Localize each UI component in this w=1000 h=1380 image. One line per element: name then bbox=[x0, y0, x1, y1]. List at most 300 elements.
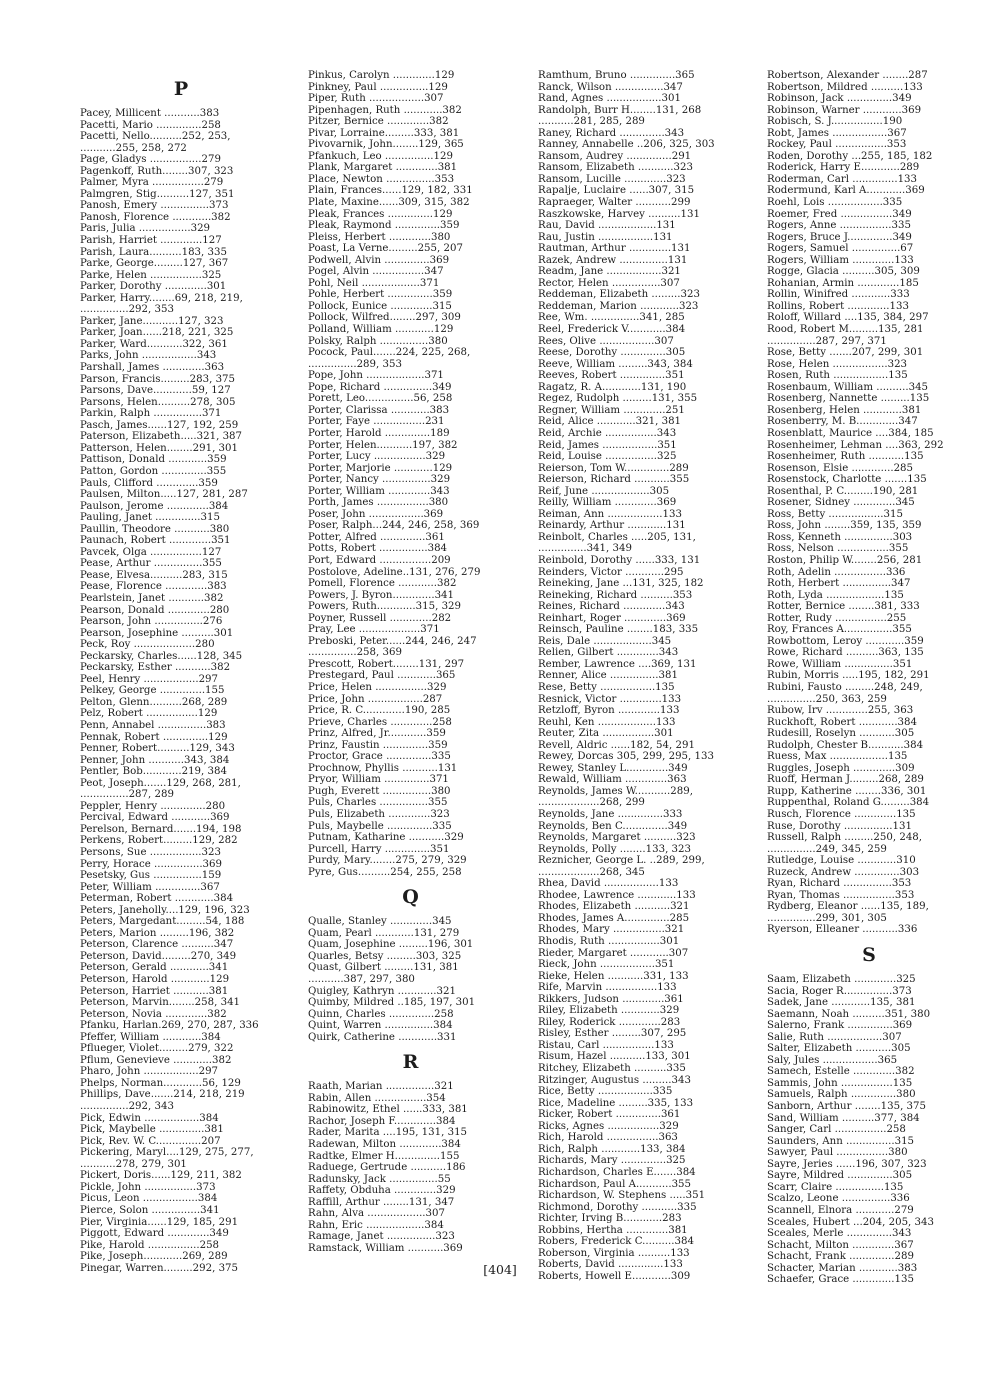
index-entry: Pleak, Frances ..............129 bbox=[308, 208, 453, 220]
index-entry: Reinardy, Arthur ............131 bbox=[538, 520, 686, 532]
index-entry: Regner, William .............251 bbox=[538, 404, 685, 416]
index-entry: Ryerson, Elleaner ...........336 bbox=[767, 924, 918, 936]
index-entry: Penner, Robert..........129, 343 bbox=[80, 743, 235, 755]
index-entry: Sceales, Merle ..............343 bbox=[767, 1228, 912, 1240]
index-entry: Peter, William ..............367 bbox=[80, 881, 220, 893]
index-entry: Rabinowitz, Ethel ......333, 381 bbox=[308, 1104, 468, 1116]
index-entry: Poser, Ralph...244, 246, 258, 369 bbox=[308, 520, 480, 532]
index-entry: Ransom, Elizabeth ...........323 bbox=[538, 162, 693, 174]
index-entry: Peters, Marion .........196, 382 bbox=[80, 927, 235, 939]
index-entry: Reynolds, Margaret ..........323 bbox=[538, 832, 696, 844]
index-entry: Razek, Andrew ...............131 bbox=[538, 254, 688, 266]
index-entry: Paulson, Jerome .............384 bbox=[80, 500, 229, 512]
index-entry: Persons, Sue ................323 bbox=[80, 847, 221, 858]
index-entry: Postolove, Adeline..131, 276, 279 bbox=[308, 566, 481, 578]
index-entry: Salter, Elizabeth ...........305 bbox=[767, 1043, 911, 1055]
index-entry: Reynolds, James W...........289, bbox=[538, 785, 693, 797]
index-entry: Reynolds, Polly ........133, 323 bbox=[538, 843, 691, 855]
index-entry: Porett, Leo...............56, 258 bbox=[308, 393, 453, 405]
index-entry: Risley, Esther .........307, 295 bbox=[538, 1028, 687, 1040]
index-entry: Porth, James ................380 bbox=[308, 497, 449, 509]
index-entry: Pick, Maybelle ..............381 bbox=[80, 1124, 224, 1136]
index-entry: ...................268, 345 bbox=[538, 866, 645, 878]
index-entry: Rahn, Eric ..................384 bbox=[308, 1219, 444, 1231]
index-entry: Ristau, Carl ................133 bbox=[538, 1039, 674, 1051]
index-entry: Parke, Helen ................325 bbox=[80, 269, 222, 281]
index-entry: Rupp, Katherine ........336, 301 bbox=[767, 785, 927, 797]
index-entry: Rosenberg, Nannette .........135 bbox=[767, 393, 930, 405]
index-entry: Robisch, S. J................190 bbox=[767, 116, 903, 128]
index-entry: Reuhl, Ken ..................133 bbox=[538, 716, 676, 728]
index-entry: Rahn, Alva ..................307 bbox=[308, 1208, 445, 1220]
index-entry: Porter, William .............343 bbox=[308, 485, 450, 497]
index-entry: Reierson, Richard ...........355 bbox=[538, 474, 690, 486]
index-entry: Rieder, Margaret ............307 bbox=[538, 947, 689, 959]
index-entry: Peters, Margedant.........54, 188 bbox=[80, 916, 245, 928]
index-entry: Rubini, Fausto .........248, 249, bbox=[767, 681, 923, 693]
index-entry: Rees, Olive .................307 bbox=[538, 335, 674, 347]
index-entry: Sayre, Jeries ......196, 307, 323 bbox=[767, 1158, 927, 1170]
index-entry: Rogers, Samuel ...............67 bbox=[767, 243, 914, 255]
index-entry: Preboski, Peter......244, 246, 247 bbox=[308, 635, 477, 647]
index-entry: Scalzo, Leone ...............336 bbox=[767, 1193, 910, 1205]
index-entry: Pacetti, Mario ..............258 bbox=[80, 119, 221, 131]
index-entry: ...............249, 345, 259 bbox=[767, 843, 887, 855]
index-entry: Randolph, Burr H........131, 268 bbox=[538, 104, 702, 116]
index-entry: Pentler, Bob............219, 384 bbox=[80, 766, 227, 778]
index-entry: Pinkney, Paul ...............129 bbox=[308, 81, 448, 93]
index-entry: Pharo, John .................297 bbox=[80, 1066, 219, 1078]
index-entry: Rikkers, Judson .............361 bbox=[538, 993, 684, 1005]
index-entry: Pier, Virginia......129, 185, 291 bbox=[80, 1216, 239, 1228]
index-entry: Raffety, Obduha .............329 bbox=[308, 1185, 456, 1197]
index-entry: Pitzer, Bernice .............382 bbox=[308, 116, 449, 128]
index-entry: Rapraeger, Walter ...........299 bbox=[538, 197, 691, 209]
index-entry: Peterson, Harold ............129 bbox=[80, 974, 230, 986]
index-entry: Perkens, Robert.........129, 282 bbox=[80, 835, 238, 847]
index-entry: Pfanku, Harlan.269, 270, 287, 336 bbox=[80, 1020, 259, 1032]
index-entry: Ramage, Janet ...............323 bbox=[308, 1231, 455, 1243]
index-entry: Reuter, Zita ................301 bbox=[538, 728, 674, 740]
index-entry: Scannell, Elnora ............279 bbox=[767, 1204, 914, 1216]
index-entry: Ramstack, William ...........369 bbox=[308, 1242, 463, 1254]
index-entry: Phelps, Norman............56, 129 bbox=[80, 1077, 241, 1089]
index-entry: Podwell, Alvin ..............369 bbox=[308, 254, 450, 266]
index-entry: Pinkus, Carolyn .............129 bbox=[308, 70, 455, 81]
index-entry: Reid, Alice ............321, 381 bbox=[538, 416, 682, 428]
index-entry: Peterson, Novia .............382 bbox=[80, 1008, 227, 1020]
index-entry: Peppler, Henry ..............280 bbox=[80, 800, 226, 812]
index-entry: Pauling, Janet ..............315 bbox=[80, 512, 220, 524]
index-entry: Peters, Janeholly....129, 196, 323 bbox=[80, 904, 250, 916]
index-entry: Prinz, Faustin ..............359 bbox=[308, 739, 448, 751]
index-entry: Rotter, Rudy ................255 bbox=[767, 612, 907, 624]
index-entry: Rowe, William ...............351 bbox=[767, 658, 913, 670]
index-column-4 bbox=[767, 70, 971, 1286]
index-entry: Peel, Henry .................297 bbox=[80, 673, 219, 685]
index-entry: Rose, Helen .................323 bbox=[767, 358, 908, 370]
index-entry: Ross, Kenneth ...............303 bbox=[767, 531, 913, 543]
index-entry: Quinn, Charles ..............258 bbox=[308, 1008, 454, 1020]
index-entry: Roth, Herbert ...............347 bbox=[767, 578, 911, 590]
index-entry: Plain, Frances......129, 182, 331 bbox=[308, 185, 473, 197]
index-entry: Quam, Pearl ............131, 279 bbox=[308, 927, 460, 939]
index-entry: Raney, Richard ..............343 bbox=[538, 127, 685, 139]
index-entry: Pinegar, Warren.........292, 375 bbox=[80, 1262, 239, 1274]
index-entry: ...........255, 258, 272 bbox=[80, 142, 187, 154]
index-entry: Rice, Betty .................335 bbox=[538, 1086, 673, 1098]
index-entry: Piper, Ruth .................307 bbox=[308, 93, 444, 105]
index-entry: Roemer, Fred ................349 bbox=[767, 208, 912, 220]
index-entry: ...........387, 297, 380 bbox=[308, 974, 415, 986]
index-entry: Richardson, Charles E.......384 bbox=[538, 1166, 696, 1178]
index-entry: Ritchey, Elizabeth ..........335 bbox=[538, 1063, 686, 1075]
index-entry: Revell, Aldric ......182, 54, 291 bbox=[538, 739, 695, 751]
index-entry: Rogers, William .............133 bbox=[767, 254, 914, 266]
index-entry: Rotter, Bernice ........381, 333 bbox=[767, 601, 920, 613]
index-entry: Rowe, Richard ..........363, 135 bbox=[767, 647, 924, 659]
index-entry: Pearlstein, Janet ...........382 bbox=[80, 592, 224, 604]
index-column-1 bbox=[80, 70, 282, 1274]
index-entry: Parke, George.........127, 367 bbox=[80, 258, 229, 270]
index-entry: Rutledge, Louise ............310 bbox=[767, 855, 916, 867]
index-entry: ...............289, 353 bbox=[308, 358, 402, 370]
index-entry: Page, Gladys ................279 bbox=[80, 154, 221, 166]
page-number: [404] bbox=[483, 1262, 517, 1277]
index-entry: Reinhart, Roger .............369 bbox=[538, 612, 686, 624]
index-entry: Pease, Florence .............383 bbox=[80, 581, 227, 593]
index-entry: Peterson, Marvin........258, 341 bbox=[80, 997, 241, 1009]
index-entry: Rice, Madeline .........335, 133 bbox=[538, 1097, 694, 1109]
index-entry: Port, Edward ................209 bbox=[308, 554, 451, 566]
index-entry: Rhodes, Mary ................321 bbox=[538, 924, 685, 936]
index-entry: Parker, Joan......218, 221, 325 bbox=[80, 327, 234, 339]
index-entry: Reid, Louise ................325 bbox=[538, 451, 677, 463]
index-entry: Panosh, Florence ............382 bbox=[80, 211, 231, 223]
index-entry: Picus, Leon .................384 bbox=[80, 1193, 218, 1205]
index-entry: Parson, Francis.........283, 375 bbox=[80, 373, 236, 385]
index-entry: Reddeman, Marion ............323 bbox=[538, 300, 699, 312]
index-entry: Richards, Mary ..............325 bbox=[538, 1155, 686, 1167]
index-entry: Roloff, Willard ....135, 384, 297 bbox=[767, 312, 929, 324]
index-entry: Ross, Nelson ................355 bbox=[767, 543, 909, 555]
index-entry: Pauls, Clifford .............359 bbox=[80, 477, 218, 489]
index-entry: Rogers, Bruce J..............349 bbox=[767, 231, 912, 243]
index-entry: Rewald, William .............363 bbox=[538, 774, 687, 786]
index-entry: Roston, Philip W........256, 281 bbox=[767, 554, 923, 566]
index-entry: Rapalje, Luclaire ......307, 315 bbox=[538, 185, 695, 197]
index-entry: Pavcek, Olga ................127 bbox=[80, 546, 222, 558]
index-entry: Pollock, Wilfred........297, 309 bbox=[308, 312, 461, 324]
index-entry: Rogers, Anne ................335 bbox=[767, 220, 911, 232]
index-entry: Patton, Gordon ..............355 bbox=[80, 465, 227, 477]
index-entry: Rader, Marita ....195, 131, 315 bbox=[308, 1127, 468, 1139]
index-entry: Peterson, Clarence ..........347 bbox=[80, 939, 234, 951]
index-entry: Richmond, Dorothy ...........335 bbox=[538, 1201, 697, 1213]
section-heading: R bbox=[402, 1051, 419, 1074]
index-entry: Scarr, Claire ...............135 bbox=[767, 1181, 904, 1193]
index-entry: Prochnow, Phyllis ...........131 bbox=[308, 762, 458, 774]
index-entry: Richardson, W. Stephens .....351 bbox=[538, 1190, 706, 1202]
index-entry: Parshall, James .............363 bbox=[80, 362, 225, 374]
index-entry: Rosenberg, Helen ............381 bbox=[767, 404, 922, 416]
index-entry: Purdy, Mary........275, 279, 329 bbox=[308, 855, 467, 867]
index-entry: Rosenson, Elsie .............285 bbox=[767, 462, 914, 474]
index-entry: Puls, Maybelle ..............335 bbox=[308, 820, 452, 832]
index-entry: Roberts, Howell E............309 bbox=[538, 1270, 691, 1282]
index-entry: Regez, Rudolph .........131, 355 bbox=[538, 393, 698, 405]
index-entry: Pfankuch, Leo ...............129 bbox=[308, 150, 453, 162]
index-entry: Rau, Justin .................131 bbox=[538, 231, 673, 243]
index-entry: Roderman, Carl ..............133 bbox=[767, 173, 918, 185]
index-entry: Pacetti, Nello..........252, 253, bbox=[80, 131, 231, 143]
index-entry: Porter, Faye ................231 bbox=[308, 416, 445, 428]
index-entry: Plank, Margaret .............381 bbox=[308, 162, 458, 174]
index-entry: Ryan, Thomas ................353 bbox=[767, 889, 915, 901]
index-entry: Riley, Roderick .............283 bbox=[538, 1016, 681, 1028]
index-entry: Reierson, Tom W..............289 bbox=[538, 462, 689, 474]
index-entry: Pivovarnik, John........129, 365 bbox=[308, 139, 464, 151]
index-entry: Paulsen, Milton.....127, 281, 287 bbox=[80, 489, 248, 501]
index-entry: Ruckhoft, Robert ............384 bbox=[767, 716, 918, 728]
index-entry: Ruess, Max ..................135 bbox=[767, 751, 908, 763]
index-entry: Rudolph, Chester B...........384 bbox=[767, 739, 924, 751]
index-entry: ...........278, 279, 301 bbox=[80, 1158, 187, 1170]
index-entry: Pomell, Florence ............382 bbox=[308, 578, 457, 590]
index-entry: Pope, John ..................371 bbox=[308, 370, 444, 382]
index-entry: Palmer, Myra ................279 bbox=[80, 177, 224, 189]
index-entry: Pipenhagen, Ruth ............382 bbox=[308, 104, 462, 116]
index-entry: Ryan, Richard ...............353 bbox=[767, 878, 912, 890]
index-entry: Ross, John ........359, 135, 359 bbox=[767, 520, 922, 532]
index-entry: Pelz, Robert ................129 bbox=[80, 708, 218, 720]
index-entry: Reinsch, Pauline ........183, 335 bbox=[538, 624, 699, 636]
index-entry: Perelson, Bernard.......194, 198 bbox=[80, 823, 242, 835]
index-entry: Rhea, David .................133 bbox=[538, 878, 679, 890]
index-entry: Rodermund, Karl A............369 bbox=[767, 185, 925, 197]
index-entry: ...............292, 343 bbox=[80, 1101, 174, 1113]
index-entry: Powers, Ruth............315, 329 bbox=[308, 601, 462, 613]
index-entry: Rockey, Paul ................353 bbox=[767, 139, 907, 151]
index-entry: Quast, Gilbert .........131, 381 bbox=[308, 962, 459, 974]
index-entry: Reineking, Jane ...131, 325, 182 bbox=[538, 578, 704, 590]
index-entry: Reineking, Richard ..........353 bbox=[538, 589, 693, 601]
index-entry: Rautman, Arthur .............131 bbox=[538, 243, 691, 255]
index-entry: Reddeman, Elizabeth .........323 bbox=[538, 289, 700, 301]
index-entry: ...............250, 363, 259 bbox=[767, 693, 887, 705]
index-entry: Parker, Jane...........127, 323 bbox=[80, 315, 224, 327]
index-entry: Sanborn, Arthur ........135, 375 bbox=[767, 1101, 927, 1113]
index-entry: Percival, Edward ............369 bbox=[80, 812, 230, 824]
index-entry: Richardson, Paul A...........355 bbox=[538, 1178, 692, 1190]
index-entry: Pagenkoff, Ruth........307, 323 bbox=[80, 165, 234, 177]
index-entry: Porter, Helen...........197, 382 bbox=[308, 439, 458, 451]
section-heading: Q bbox=[402, 886, 419, 909]
index-entry: Rember, Lawrence ....369, 131 bbox=[538, 658, 697, 670]
index-entry: Reeve, William .........343, 384 bbox=[538, 358, 693, 370]
index-entry: Rood, Robert M.........135, 281 bbox=[767, 324, 924, 336]
index-entry: Saunders, Ann ...............315 bbox=[767, 1135, 915, 1147]
index-entry: Pleak, Raymond ..............359 bbox=[308, 220, 460, 232]
index-entry: Russell, Ralph .........250, 248, bbox=[767, 832, 923, 844]
index-entry: Price, Helen ................329 bbox=[308, 681, 447, 693]
index-entry: Samech, Estelle .............382 bbox=[767, 1066, 915, 1078]
index-entry: Salie, Ruth .................307 bbox=[767, 1031, 902, 1043]
index-entry: Place, Newton ...............353 bbox=[308, 173, 455, 185]
index-entry: Rhodes, James A..............285 bbox=[538, 912, 690, 924]
index-entry: Peterson, Gerald ............341 bbox=[80, 962, 229, 974]
index-entry: Rich, Harold ................363 bbox=[538, 1132, 678, 1144]
index-entry: Reilly, William .............369 bbox=[538, 497, 677, 509]
index-entry: Reinbolt, Charles .....205, 131, bbox=[538, 531, 696, 543]
index-entry: Pearson, Josephine ..........301 bbox=[80, 627, 234, 639]
index-entry: Ritzinger, Augustus .........343 bbox=[538, 1074, 691, 1086]
index-entry: Raduege, Gertrude ...........186 bbox=[308, 1162, 466, 1174]
index-entry: Roth, Adelin ................336 bbox=[767, 566, 906, 578]
index-entry: Roberts, David ..............133 bbox=[538, 1259, 683, 1271]
index-entry: Polland, William ............129 bbox=[308, 324, 454, 336]
index-entry: Radtke, Elmer H..............155 bbox=[308, 1150, 460, 1162]
index-entry: Price, John .................287 bbox=[308, 693, 443, 705]
index-entry: Sawyer, Paul ................380 bbox=[767, 1147, 908, 1159]
index-entry: ...............287, 289 bbox=[80, 789, 174, 801]
index-entry: Schacter, Marian ............383 bbox=[767, 1262, 918, 1274]
index-entry: Ragatz, R. A............131, 190 bbox=[538, 381, 687, 393]
index-entry: Pierce, Solon ...............341 bbox=[80, 1204, 220, 1216]
index-entry: Rose, Betty .......207, 299, 301 bbox=[767, 347, 924, 359]
index-entry: Pease, Elvesa..........283, 315 bbox=[80, 569, 228, 581]
index-entry: Pray, Lee ...................371 bbox=[308, 624, 440, 636]
index-entry: Panosh, Emery ...............373 bbox=[80, 200, 229, 212]
index-entry: Reynolds, Ben C..............349 bbox=[538, 820, 688, 832]
index-entry: Quam, Josephine .........196, 301 bbox=[308, 939, 474, 951]
index-entry: Palmgren, Stig..........127, 351 bbox=[80, 188, 235, 200]
index-entry: Robers, Frederick C..........384 bbox=[538, 1236, 694, 1248]
index-entry: Rubin, Morris .....195, 182, 291 bbox=[767, 670, 930, 682]
index-entry: Radewan, Milton .............384 bbox=[308, 1139, 461, 1151]
index-entry: Parker, Dorothy .............301 bbox=[80, 281, 227, 293]
index-entry: Saam, Elizabeth .............325 bbox=[767, 974, 916, 986]
index-entry: Pleiss, Herbert .............380 bbox=[308, 231, 451, 243]
index-entry: Parish, Laura..........183, 335 bbox=[80, 246, 227, 258]
index-entry: Ransom, Lucille .............323 bbox=[538, 173, 686, 185]
index-entry: Ross, Betty .................315 bbox=[767, 508, 903, 520]
index-entry: Ranck, Wilson ...............347 bbox=[538, 81, 683, 93]
index-entry: Pasch, James......127, 192, 259 bbox=[80, 419, 239, 431]
index-entry: Robinson, Warner ............369 bbox=[767, 104, 922, 116]
index-entry: Rife, Marvin ................133 bbox=[538, 982, 677, 994]
section-heading: S bbox=[862, 944, 876, 967]
index-entry: Reznicher, George L. ..289, 299, bbox=[538, 855, 705, 867]
index-entry: Porter, Lucy ................329 bbox=[308, 451, 446, 463]
index-entry: Rese, Betty .................135 bbox=[538, 681, 675, 693]
index-entry: Richter, Irving B............283 bbox=[538, 1213, 682, 1225]
index-entry: Robinson, Jack ..............349 bbox=[767, 93, 912, 105]
index-entry: Schacht, Frank ..............289 bbox=[767, 1251, 914, 1263]
index-entry: Quigley, Kathryn ............321 bbox=[308, 985, 456, 997]
index-entry: Penner, John ...........343, 384 bbox=[80, 754, 230, 766]
index-entry: Rau, David ..................131 bbox=[538, 220, 676, 232]
index-entry: Pogel, Alvin ................347 bbox=[308, 266, 444, 278]
index-entry: Pfeffer, William ............384 bbox=[80, 1031, 221, 1043]
index-column-2 bbox=[308, 70, 513, 1255]
index-entry: Reel, Frederick V............384 bbox=[538, 324, 686, 336]
index-entry: Proctor, Grace ..............335 bbox=[308, 751, 451, 763]
index-entry: Pugh, Everett ...............380 bbox=[308, 785, 451, 797]
index-entry: Rusch, Florence .............135 bbox=[767, 809, 916, 820]
index-entry: Sanger, Carl ................258 bbox=[767, 1124, 906, 1136]
index-entry: Rosenthal, P. C.........190, 281 bbox=[767, 485, 919, 497]
index-entry: Parsons, Helen..........278, 305 bbox=[80, 396, 236, 408]
index-entry: Pohle, Herbert ..............359 bbox=[308, 289, 453, 301]
index-entry: Riley, Elizabeth ............329 bbox=[538, 1005, 680, 1017]
index-entry: Pickering, Maryl....129, 275, 277, bbox=[80, 1147, 254, 1159]
index-entry: Putnam, Katharine ...........329 bbox=[308, 832, 464, 844]
index-entry: Poast, La Verne.........255, 207 bbox=[308, 243, 463, 255]
index-entry: Reines, Richard .............343 bbox=[538, 601, 685, 613]
index-entry: Puls, Charles ...............355 bbox=[308, 797, 448, 809]
index-entry: Ricker, Robert ..............361 bbox=[538, 1109, 681, 1121]
index-entry: ...............341, 349 bbox=[538, 543, 632, 555]
index-entry: Peterman, Robert ............384 bbox=[80, 893, 234, 905]
index-entry: Readm, Jane .................321 bbox=[538, 266, 681, 278]
index-entry: Risum, Hazel ...........133, 301 bbox=[538, 1051, 691, 1063]
index-entry: Parker, Harry........69, 218, 219, bbox=[80, 292, 243, 304]
index-entry: Rosenberry, M. B.............347 bbox=[767, 416, 918, 428]
index-entry: Paunach, Robert .............351 bbox=[80, 535, 231, 547]
index-entry: Peckarsky, Esther ...........382 bbox=[80, 662, 231, 674]
index-entry: Parish, Harriet .............127 bbox=[80, 235, 222, 247]
index-entry: Perry, Horace ...............369 bbox=[80, 858, 222, 870]
index-entry: Parkin, Ralph ...............371 bbox=[80, 408, 222, 420]
index-entry: Renner, Alice ...............381 bbox=[538, 670, 678, 682]
index-entry: Ruse, Dorothy ...............131 bbox=[767, 820, 912, 832]
index-entry: Pacey, Millicent ...........383 bbox=[80, 108, 220, 119]
index-entry: Reid, Archie ................343 bbox=[538, 427, 677, 439]
index-entry: Rosenheimer, Lehman ....363, 292 bbox=[767, 439, 944, 451]
index-entry: Sayre, Mildred ..............305 bbox=[767, 1170, 913, 1182]
index-entry: Reinbold, Dorothy ......333, 131 bbox=[538, 554, 701, 566]
index-entry: Robt, James .................367 bbox=[767, 127, 907, 139]
index-entry: Poser, John .................369 bbox=[308, 508, 444, 520]
index-entry: Sadek, Jane ............135, 381 bbox=[767, 997, 916, 1009]
index-entry: Reiman, Ann .................133 bbox=[538, 508, 682, 520]
index-entry: Patterson, Helen........291, 301 bbox=[80, 442, 238, 454]
index-entry: Parks, John .................343 bbox=[80, 350, 217, 362]
index-entry: Price, R. C.............190, 285 bbox=[308, 705, 451, 717]
index-entry: Rohanian, Armin .............185 bbox=[767, 277, 919, 289]
index-entry: Rosener, Sidney .............345 bbox=[767, 497, 915, 509]
index-entry: Sand, William ..........377, 384 bbox=[767, 1112, 920, 1124]
index-entry: Reynolds, Jane ..............333 bbox=[538, 809, 683, 820]
index-entry: Roehl, Lois .................335 bbox=[767, 197, 903, 209]
index-entry: Ruggles, Joseph .............309 bbox=[767, 762, 915, 774]
index-entry: Parker, Ward...........322, 361 bbox=[80, 338, 228, 350]
index-entry: Rosenstock, Charlotte .......135 bbox=[767, 474, 927, 486]
index-entry: Pelkey, George ..............155 bbox=[80, 685, 225, 697]
index-entry: Poyner, Russell .............282 bbox=[308, 612, 452, 624]
index-entry: ...............299, 301, 305 bbox=[767, 912, 887, 924]
index-entry: ...............258, 369 bbox=[308, 647, 402, 659]
index-entry: Purcell, Harry ..............351 bbox=[308, 843, 450, 855]
section-heading: P bbox=[173, 78, 189, 100]
index-column-3 bbox=[538, 70, 742, 1282]
index-entry: Rollin, Winifred ............333 bbox=[767, 289, 910, 301]
index-entry: Reid, James .................351 bbox=[538, 439, 677, 451]
index-entry: Rosenbaum, William ..........345 bbox=[767, 381, 929, 393]
index-entry: Roberson, Virginia ..........133 bbox=[538, 1247, 690, 1259]
index-entry: Pennak, Robert ..............129 bbox=[80, 731, 228, 743]
